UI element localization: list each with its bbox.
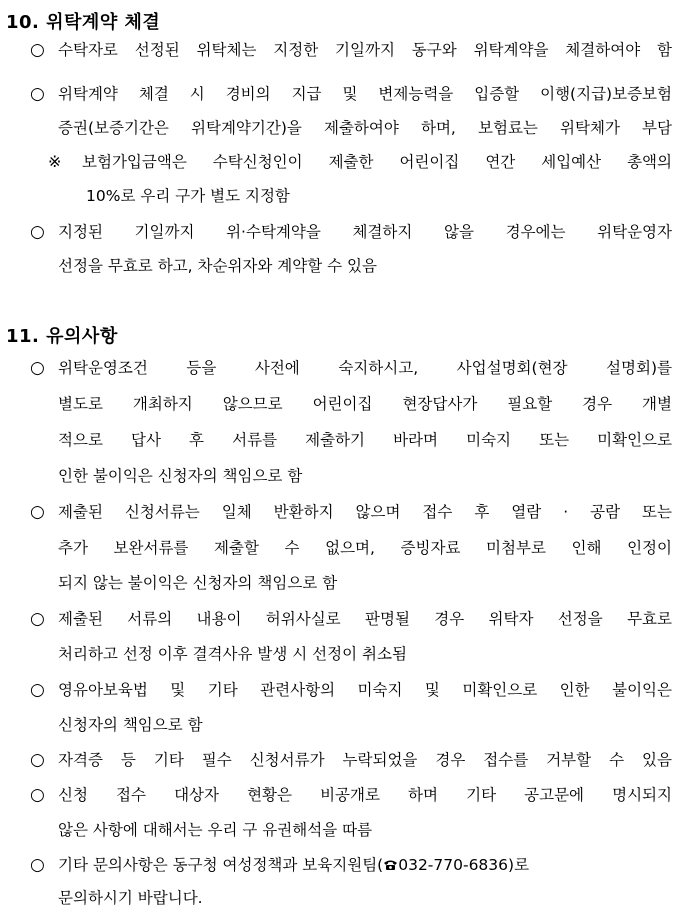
note-line: 10%로 우리 구가 별도 지정함 — [86, 187, 290, 205]
bullet-marker: ○ — [30, 40, 45, 60]
paragraph-line: 신청자의 책임으로 함 — [58, 716, 203, 734]
paragraph-line: 증권(보증기간은 위탁계약기간)을 제출하여야 하며, 보험료는 위탁체가 부담 — [58, 119, 672, 137]
bullet-marker: ○ — [30, 609, 45, 629]
bullet-marker: ○ — [30, 855, 45, 875]
paragraph-line: 추가 보완서류를 제출할 수 없으며, 증빙자료 미첨부로 인해 인정이 — [58, 539, 672, 557]
contact-phone: 032-770-6836)로 — [398, 856, 530, 874]
paragraph-line: 인한 불이익은 신청자의 책임으로 함 — [58, 467, 303, 485]
paragraph-line: 문의하시기 바랍니다. — [58, 889, 203, 907]
paragraph-line: 처리하고 선정 이후 결격사유 발생 시 선정이 취소됨 — [58, 645, 407, 663]
section-10-title: 10. 위탁계약 체결 — [6, 12, 161, 33]
section-11-title: 11. 유의사항 — [6, 326, 118, 347]
paragraph-line: 적으로 답사 후 서류를 제출하기 바라며 미숙지 또는 미확인으로 — [58, 431, 672, 449]
contact-text: 기타 문의사항은 동구청 여성정책과 보육지원팀( — [58, 856, 384, 874]
bullet-marker: ○ — [30, 502, 45, 522]
phone-icon — [383, 856, 398, 876]
bullet-marker: ○ — [30, 785, 45, 805]
paragraph-line: 위탁운영조건 등을 사전에 숙지하시고, 사업설명회(현장 설명회)를 — [58, 359, 672, 377]
contact-line — [58, 855, 672, 876]
paragraph-line: 위탁계약 체결 시 경비의 지급 및 변제능력을 입증할 이행(지급)보증보험 — [58, 85, 672, 103]
paragraph-line: 않은 사항에 대해서는 우리 구 유권해석을 따름 — [58, 821, 373, 839]
paragraph-line: 선정을 무효로 하고, 차순위자와 계약할 수 있음 — [58, 257, 377, 275]
paragraph-line: 영유아보육법 및 기타 관련사항의 미숙지 및 미확인으로 인한 불이익은 — [58, 681, 672, 699]
bullet-marker: ○ — [30, 750, 45, 770]
note-mark: ※ — [48, 152, 62, 171]
bullet-marker: ○ — [30, 222, 45, 242]
paragraph-line: 제출된 서류의 내용이 허위사실로 판명될 경우 위탁자 선정을 무효로 — [58, 610, 672, 628]
bullet-marker: ○ — [30, 84, 45, 104]
note-line: 보험가입금액은 수탁신청인이 제출한 어린이집 연간 세입예산 총액의 — [82, 153, 672, 171]
paragraph-line: 수탁자로 선정된 위탁체는 지정한 기일까지 동구와 위탁계약을 체결하여야 함 — [58, 41, 672, 59]
paragraph-line: 지정된 기일까지 위·수탁계약을 체결하지 않을 경우에는 위탁운영자 — [58, 223, 672, 241]
paragraph-line: 별도로 개최하지 않으므로 어린이집 현장답사가 필요할 경우 개별 — [58, 395, 672, 413]
bullet-marker: ○ — [30, 680, 45, 700]
bullet-marker: ○ — [30, 358, 45, 378]
paragraph-line: 신청 접수 대상자 현황은 비공개로 하며 기타 공고문에 명시되지 — [58, 786, 672, 804]
paragraph-line: 제출된 신청서류는 일체 반환하지 않으며 접수 후 열람 · 공람 또는 — [58, 503, 672, 521]
paragraph-line: 자격증 등 기타 필수 신청서류가 누락되었을 경우 접수를 거부할 수 있음 — [58, 751, 672, 769]
paragraph-line: 되지 않는 불이익은 신청자의 책임으로 함 — [58, 574, 338, 592]
